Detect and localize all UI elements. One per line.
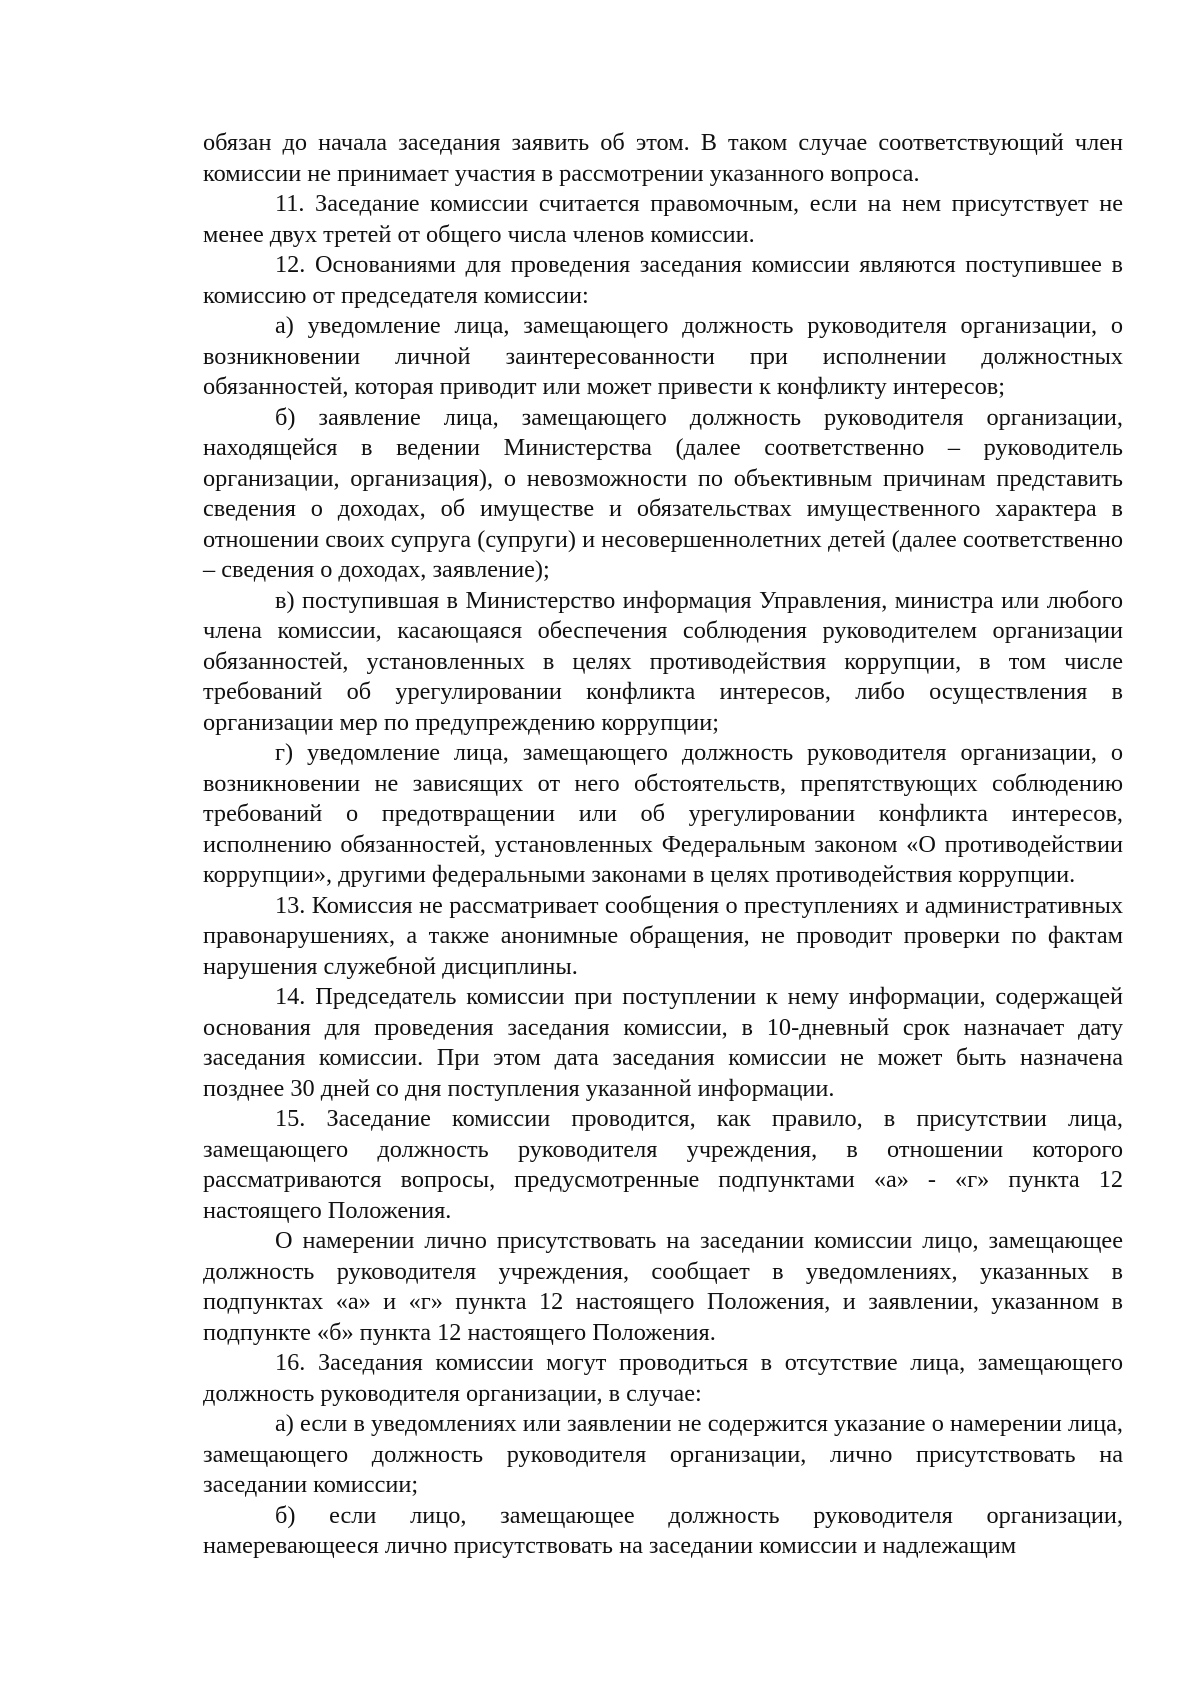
paragraph-15-notice: О намерении лично присутствовать на заседании комиссии лицо, замещающее должность руководителя учреждения, сообщает в уведомлениях, указанных в подпунктах «а» и «г» пункта 12 настоящего Положения, и заявлении, указанном в подпункте «б» пункта 12 настоящего Положения. (203, 1227, 1123, 1346)
paragraph-16-a: а) если в уведомлениях или заявлении не содержится указание о намерении лица, замещающего должность руководителя организации, лично присутствовать на заседании комиссии; (203, 1410, 1123, 1498)
paragraph-15: 15. Заседание комиссии проводится, как правило, в присутствии лица, замещающего должность руководителя учреждения, в отношении которого рассматриваются вопросы, предусмотренные подпунктами «а» - «г» пункта 12 настоящего Положения. (203, 1105, 1123, 1224)
paragraph-16-b: б) если лицо, замещающее должность руководителя организации, намеревающееся лично присутствовать на заседании комиссии и надлежащим (203, 1501, 1123, 1559)
paragraph-12-v: в) поступившая в Министерство информация Управления, министра или любого члена комиссии, касающаяся обеспечения соблюдения руководителем организации обязанностей, установленных в целях противодействия коррупции, в том числе требований об урегулировании конфликта интересов, либо осуществления в организации мер по предупреждению коррупции; (203, 586, 1123, 736)
paragraph-12-a: а) уведомление лица, замещающего должность руководителя организации, о возникновении личной заинтересованности при исполнении должностных обязанностей, которая приводит или может привести к конфликту интересов; (203, 312, 1123, 400)
paragraph-12-g: г) уведомление лица, замещающего должность руководителя организации, о возникновении не зависящих от него обстоятельств, препятствующих соблюдению требований о предотвращении или об урегулировании конфликта интересов, исполнению обязанностей, установленных Федеральным законом «О противодействии коррупции», другими федеральными законами в целях противодействия коррупции. (203, 739, 1123, 888)
document-page (203, 128, 1123, 1562)
paragraph-14: 14. Председатель комиссии при поступлении к нему информации, содержащей основания для проведения заседания комиссии, в 10-дневный срок назначает дату заседания комиссии. При этом дата заседания комиссии не может быть назначена позднее 30 дней со дня поступления указанной информации. (203, 983, 1123, 1102)
paragraph-continuation: обязан до начала заседания заявить об этом. В таком случае соответствующий член комиссии не принимает участия в рассмотрении указанного вопроса. (203, 129, 1123, 187)
paragraph-12-b: б) заявление лица, замещающего должность руководителя организации, находящейся в ведении Министерства (далее соответственно – руководитель организации, организация), о невозможности по объективным причинам представить сведения о доходах, об имуществе и обязательствах имущественного характера в отношении своих супруга (супруги) и несовершеннолетних детей (далее соответственно – сведения о доходах, заявление); (203, 403, 1123, 583)
paragraph-12: 12. Основаниями для проведения заседания комиссии являются поступившее в комиссию от председателя комиссии: (203, 251, 1123, 309)
paragraph-13: 13. Комиссия не рассматривает сообщения о преступлениях и административных правонарушениях, а также анонимные обращения, не проводит проверки по фактам нарушения служебной дисциплины. (203, 891, 1123, 980)
paragraph-11: 11. Заседание комиссии считается правомочным, если на нем присутствует не менее двух третей от общего числа членов комиссии. (203, 190, 1123, 248)
paragraph-16: 16. Заседания комиссии могут проводиться в отсутствие лица, замещающего должность руководителя организации, в случае: (203, 1349, 1123, 1407)
